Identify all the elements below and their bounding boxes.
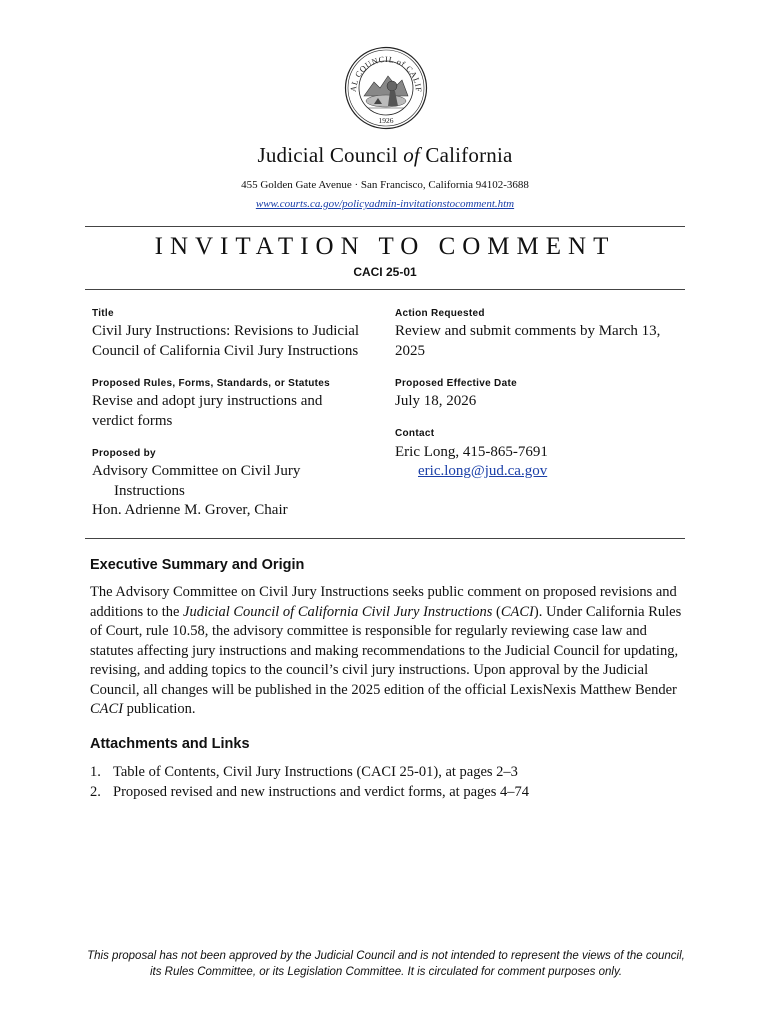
fields-divider [85,538,685,539]
list-item: 1. Table of Contents, Civil Jury Instructions (CACI 25-01), at pages 2–3 [90,764,518,780]
judicial-council-seal [344,46,428,130]
title-value: Civil Jury Instructions: Revisions to Judicial Council of California Civil Jury Instructions [92,323,360,359]
proposed-rules-label: Proposed Rules, Forms, Standards, or Statutes [92,378,330,389]
seal-icon [344,46,428,130]
summary-paragraph: The Advisory Committee on Civil Jury Instructions seeks public comment on proposed revisions and additions to the Judicial Council of California Civil Jury Instructions (CACI). Under California Rules of Court, rule 10.58, the advisory committee is responsible for regularly reviewing case law and statutes affecting jury instructions and making recommendations to the Judicial Council for updating, revising, and adding topics to the council’s civil jury instructions. Upon approval by the Judicial Council, all changes will be published in the 2025 edition of the official LexisNexis Matthew Bender CACI publication. [90,584,682,717]
attachments-list [90,763,682,802]
effective-date-label: Proposed Effective Date [395,378,517,389]
attachments-heading: Attachments and Links [90,736,250,752]
document-type-heading: INVITATION TO COMMENT [154,233,616,260]
proposed-by-value: Advisory Committee on Civil Jury Instructions Hon. Adrienne M. Grover, Chair [92,463,301,518]
invitations-link[interactable]: www.courts.ca.gov/policyadmin-invitationstocomment.htm [255,198,515,210]
title-label: Title [92,308,114,319]
contact-label: Contact [395,428,435,439]
contact-name: Eric Long, 415-865-7691 [395,444,548,460]
top-divider [85,226,685,227]
effective-date-value: July 18, 2026 [395,393,477,409]
contact-email-link[interactable]: eric.long@jud.ca.gov [418,463,548,479]
list-item: 2. Proposed revised and new instructions and verdict forms, at pages 4–74 [90,783,529,800]
disclaimer-footer: This proposal has not been approved by the Judicial Council and is not intended to represent the views of the council, its Rules Committee, or its Legislation Committee. It is circulated for comment purposes only. [87,950,685,978]
proposed-by-label: Proposed by [92,448,156,459]
summary-heading: Executive Summary and Origin [90,557,305,573]
organization-address: 455 Golden Gate Avenue · San Francisco, California 94102-3688 [241,179,529,191]
header-divider [85,289,685,290]
seal-year: 1926 [378,116,394,125]
document-number: CACI 25-01 [353,265,417,279]
organization-name: Judicial Council of California [257,143,513,167]
seal-ring-text: AL COUNCIL of CALIF [348,54,424,93]
action-requested-value: Review and submit comments by March 13, 2025 [395,323,661,359]
action-requested-label: Action Requested [395,308,485,319]
proposed-rules-value: Revise and adopt jury instructions and verdict forms [92,393,323,429]
